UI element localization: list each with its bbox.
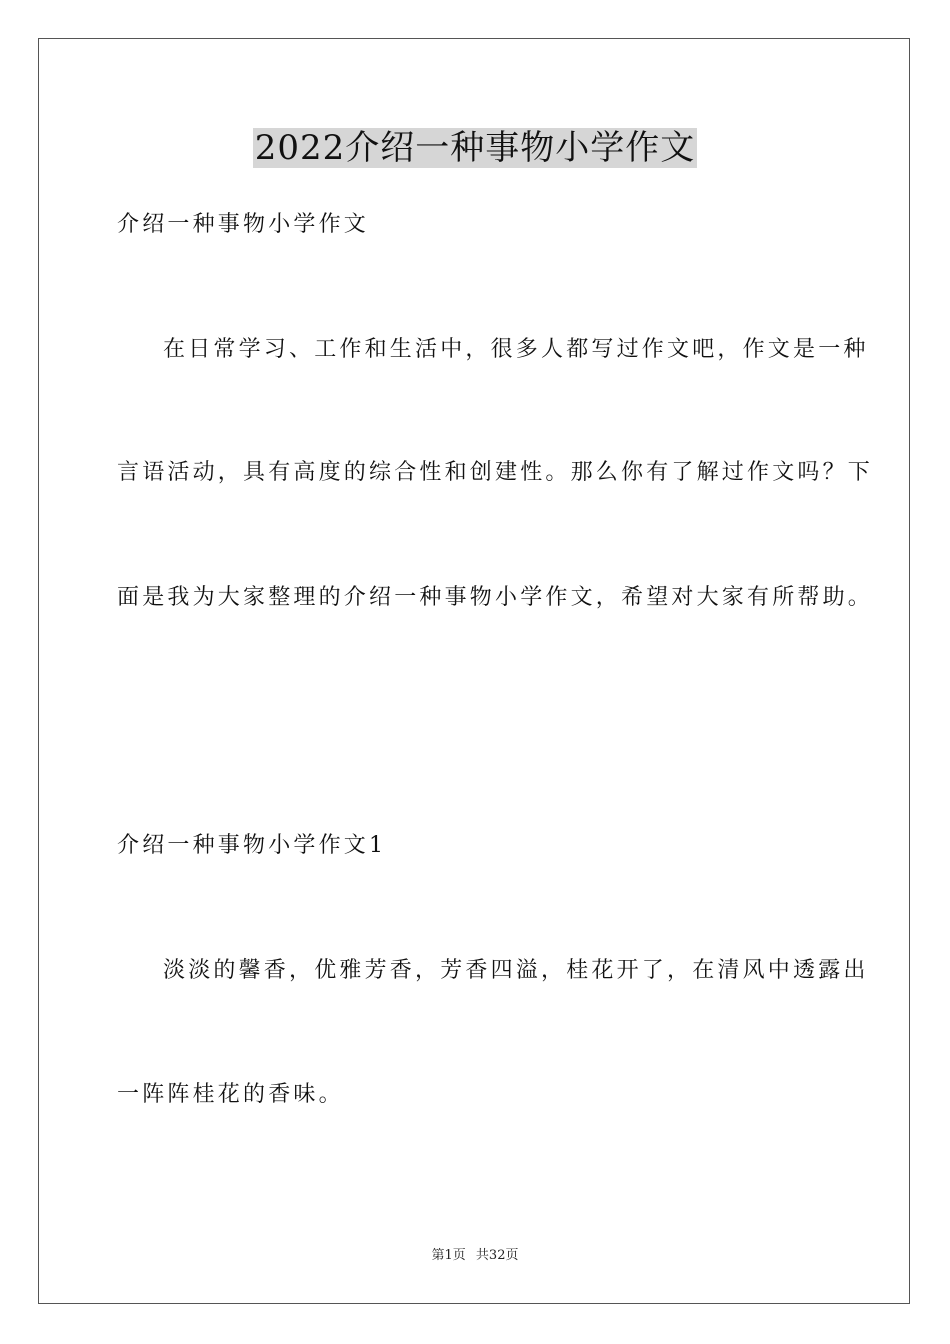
document-subtitle: 介绍一种事物小学作文 [117, 212, 370, 237]
intro-line-1: 在日常学习、工作和生活中，很多人都写过作文吧，作文是一种 [163, 337, 869, 362]
intro-line-2: 言语活动，具有高度的综合性和创建性。那么你有了解过作文吗？下 [117, 460, 874, 485]
document-title-text: 2022介绍一种事物小学作文 [254, 128, 696, 168]
section-line-2: 一阵阵桂花的香味。 [117, 1082, 344, 1107]
document-title [0, 124, 950, 172]
intro-line-3: 面是我为大家整理的介绍一种事物小学作文，希望对大家有所帮助。 [117, 585, 874, 610]
page-footer: 第1页 共32页 [431, 1248, 519, 1263]
section-line-1: 淡淡的馨香，优雅芳香，芳香四溢，桂花开了，在清风中透露出 [163, 958, 869, 983]
section-heading: 介绍一种事物小学作文1 [117, 833, 387, 858]
